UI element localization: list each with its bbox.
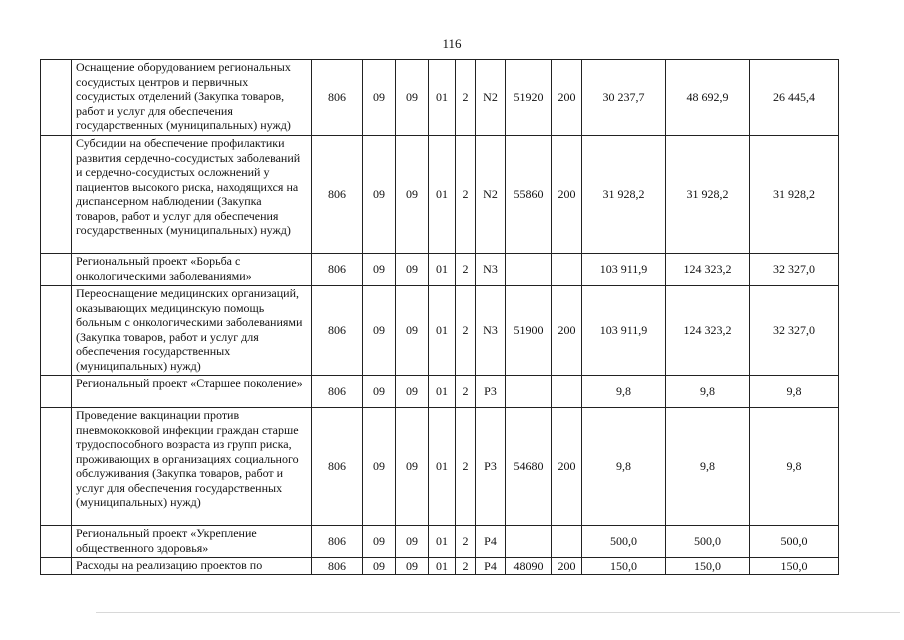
subsection-code: 09 <box>396 408 429 526</box>
direction-code <box>506 254 552 286</box>
direction-code: 51900 <box>506 286 552 376</box>
ministry-code: 806 <box>312 376 363 408</box>
section-code: 09 <box>363 136 396 254</box>
section-code: 09 <box>363 254 396 286</box>
amount-year-2: 124 323,2 <box>666 254 750 286</box>
subprogram-code: 2 <box>456 408 476 526</box>
direction-code <box>506 376 552 408</box>
row-index-cell <box>41 376 72 408</box>
row-index-cell <box>41 526 72 558</box>
table-row <box>41 408 839 526</box>
amount-year-2: 500,0 <box>666 526 750 558</box>
expense-name: Региональный проект «Укрепление общественного здоровья» <box>72 526 312 558</box>
subsection-code: 09 <box>396 558 429 575</box>
subprogram-code: 2 <box>456 526 476 558</box>
expense-name: Проведение вакцинации против пневмококковой инфекции граждан старше трудоспособного возраста из групп риска, проживающих в организациях социального обслуживания (Закупка товаров, работ и услуг для обеспечения государственных (муниципальных) нужд) <box>72 408 312 526</box>
subprogram-code: 2 <box>456 376 476 408</box>
project-code: N2 <box>476 60 506 136</box>
program-code: 01 <box>429 254 456 286</box>
amount-year-3: 26 445,4 <box>750 60 839 136</box>
subsection-code: 09 <box>396 136 429 254</box>
subsection-code: 09 <box>396 376 429 408</box>
amount-year-2: 9,8 <box>666 376 750 408</box>
program-code: 01 <box>429 526 456 558</box>
amount-year-3: 9,8 <box>750 408 839 526</box>
table-row <box>41 60 839 136</box>
program-code: 01 <box>429 286 456 376</box>
direction-code <box>506 526 552 558</box>
table-row <box>41 526 839 558</box>
expense-name: Субсидии на обеспечение профилактики развития сердечно-сосудистых заболеваний и сердечно-сосудистых осложнений у пациентов высокого риска, находящихся на диспансерном наблюдении (Закупка товаров, работ и услуг для обеспечения государственных (муниципальных) нужд) <box>72 136 312 254</box>
expense-type-code: 200 <box>552 286 582 376</box>
amount-year-3: 500,0 <box>750 526 839 558</box>
expense-name: Оснащение оборудованием региональных сосудистых центров и первичных сосудистых отделений (Закупка товаров, работ и услуг для обеспечения государственных (муниципальных) нужд) <box>72 60 312 136</box>
ministry-code: 806 <box>312 408 363 526</box>
section-code: 09 <box>363 60 396 136</box>
expense-name: Региональный проект «Старшее поколение» <box>72 376 312 408</box>
row-index-cell <box>41 254 72 286</box>
amount-year-3: 9,8 <box>750 376 839 408</box>
amount-year-3: 150,0 <box>750 558 839 575</box>
ministry-code: 806 <box>312 526 363 558</box>
direction-code: 51920 <box>506 60 552 136</box>
table-row <box>41 254 839 286</box>
program-code: 01 <box>429 136 456 254</box>
amount-year-3: 31 928,2 <box>750 136 839 254</box>
expense-type-code: 200 <box>552 60 582 136</box>
amount-year-2: 150,0 <box>666 558 750 575</box>
subprogram-code: 2 <box>456 136 476 254</box>
row-index-cell <box>41 60 72 136</box>
expense-type-code <box>552 254 582 286</box>
section-code: 09 <box>363 376 396 408</box>
project-code: P3 <box>476 408 506 526</box>
amount-year-1: 9,8 <box>582 408 666 526</box>
project-code: P3 <box>476 376 506 408</box>
section-code: 09 <box>363 408 396 526</box>
section-code: 09 <box>363 558 396 575</box>
subprogram-code: 2 <box>456 286 476 376</box>
subprogram-code: 2 <box>456 254 476 286</box>
direction-code: 54680 <box>506 408 552 526</box>
direction-code: 55860 <box>506 136 552 254</box>
ministry-code: 806 <box>312 60 363 136</box>
program-code: 01 <box>429 558 456 575</box>
subsection-code: 09 <box>396 526 429 558</box>
row-index-cell <box>41 408 72 526</box>
page-bottom-divider <box>96 612 900 613</box>
ministry-code: 806 <box>312 136 363 254</box>
table-row <box>41 136 839 254</box>
budget-table <box>40 59 839 575</box>
expense-name: Расходы на реализацию проектов по <box>72 558 312 575</box>
project-code: P4 <box>476 526 506 558</box>
subprogram-code: 2 <box>456 558 476 575</box>
amount-year-2: 9,8 <box>666 408 750 526</box>
table-row <box>41 286 839 376</box>
project-code: N3 <box>476 254 506 286</box>
subprogram-code: 2 <box>456 60 476 136</box>
subsection-code: 09 <box>396 286 429 376</box>
project-code: N3 <box>476 286 506 376</box>
expense-type-code: 200 <box>552 136 582 254</box>
project-code: P4 <box>476 558 506 575</box>
amount-year-1: 9,8 <box>582 376 666 408</box>
ministry-code: 806 <box>312 286 363 376</box>
row-index-cell <box>41 136 72 254</box>
expense-type-code <box>552 376 582 408</box>
direction-code: 48090 <box>506 558 552 575</box>
expense-type-code: 200 <box>552 408 582 526</box>
row-index-cell <box>41 558 72 575</box>
section-code: 09 <box>363 526 396 558</box>
expense-name: Региональный проект «Борьба с онкологическими заболеваниями» <box>72 254 312 286</box>
ministry-code: 806 <box>312 558 363 575</box>
amount-year-2: 124 323,2 <box>666 286 750 376</box>
amount-year-1: 150,0 <box>582 558 666 575</box>
subsection-code: 09 <box>396 254 429 286</box>
project-code: N2 <box>476 136 506 254</box>
amount-year-1: 103 911,9 <box>582 286 666 376</box>
program-code: 01 <box>429 408 456 526</box>
amount-year-1: 103 911,9 <box>582 254 666 286</box>
amount-year-2: 31 928,2 <box>666 136 750 254</box>
amount-year-3: 32 327,0 <box>750 286 839 376</box>
table-row <box>41 376 839 408</box>
expense-name: Переоснащение медицинских организаций, оказывающих медицинскую помощь больным с онкологическими заболеваниями (Закупка товаров, работ и услуг для обеспечения государственных (муниципальных) нужд) <box>72 286 312 376</box>
expense-type-code: 200 <box>552 558 582 575</box>
amount-year-2: 48 692,9 <box>666 60 750 136</box>
section-code: 09 <box>363 286 396 376</box>
table-row <box>41 558 839 575</box>
subsection-code: 09 <box>396 60 429 136</box>
amount-year-1: 500,0 <box>582 526 666 558</box>
amount-year-1: 30 237,7 <box>582 60 666 136</box>
program-code: 01 <box>429 376 456 408</box>
expense-type-code <box>552 526 582 558</box>
page-number: 116 <box>442 36 462 51</box>
amount-year-1: 31 928,2 <box>582 136 666 254</box>
row-index-cell <box>41 286 72 376</box>
program-code: 01 <box>429 60 456 136</box>
amount-year-3: 32 327,0 <box>750 254 839 286</box>
ministry-code: 806 <box>312 254 363 286</box>
